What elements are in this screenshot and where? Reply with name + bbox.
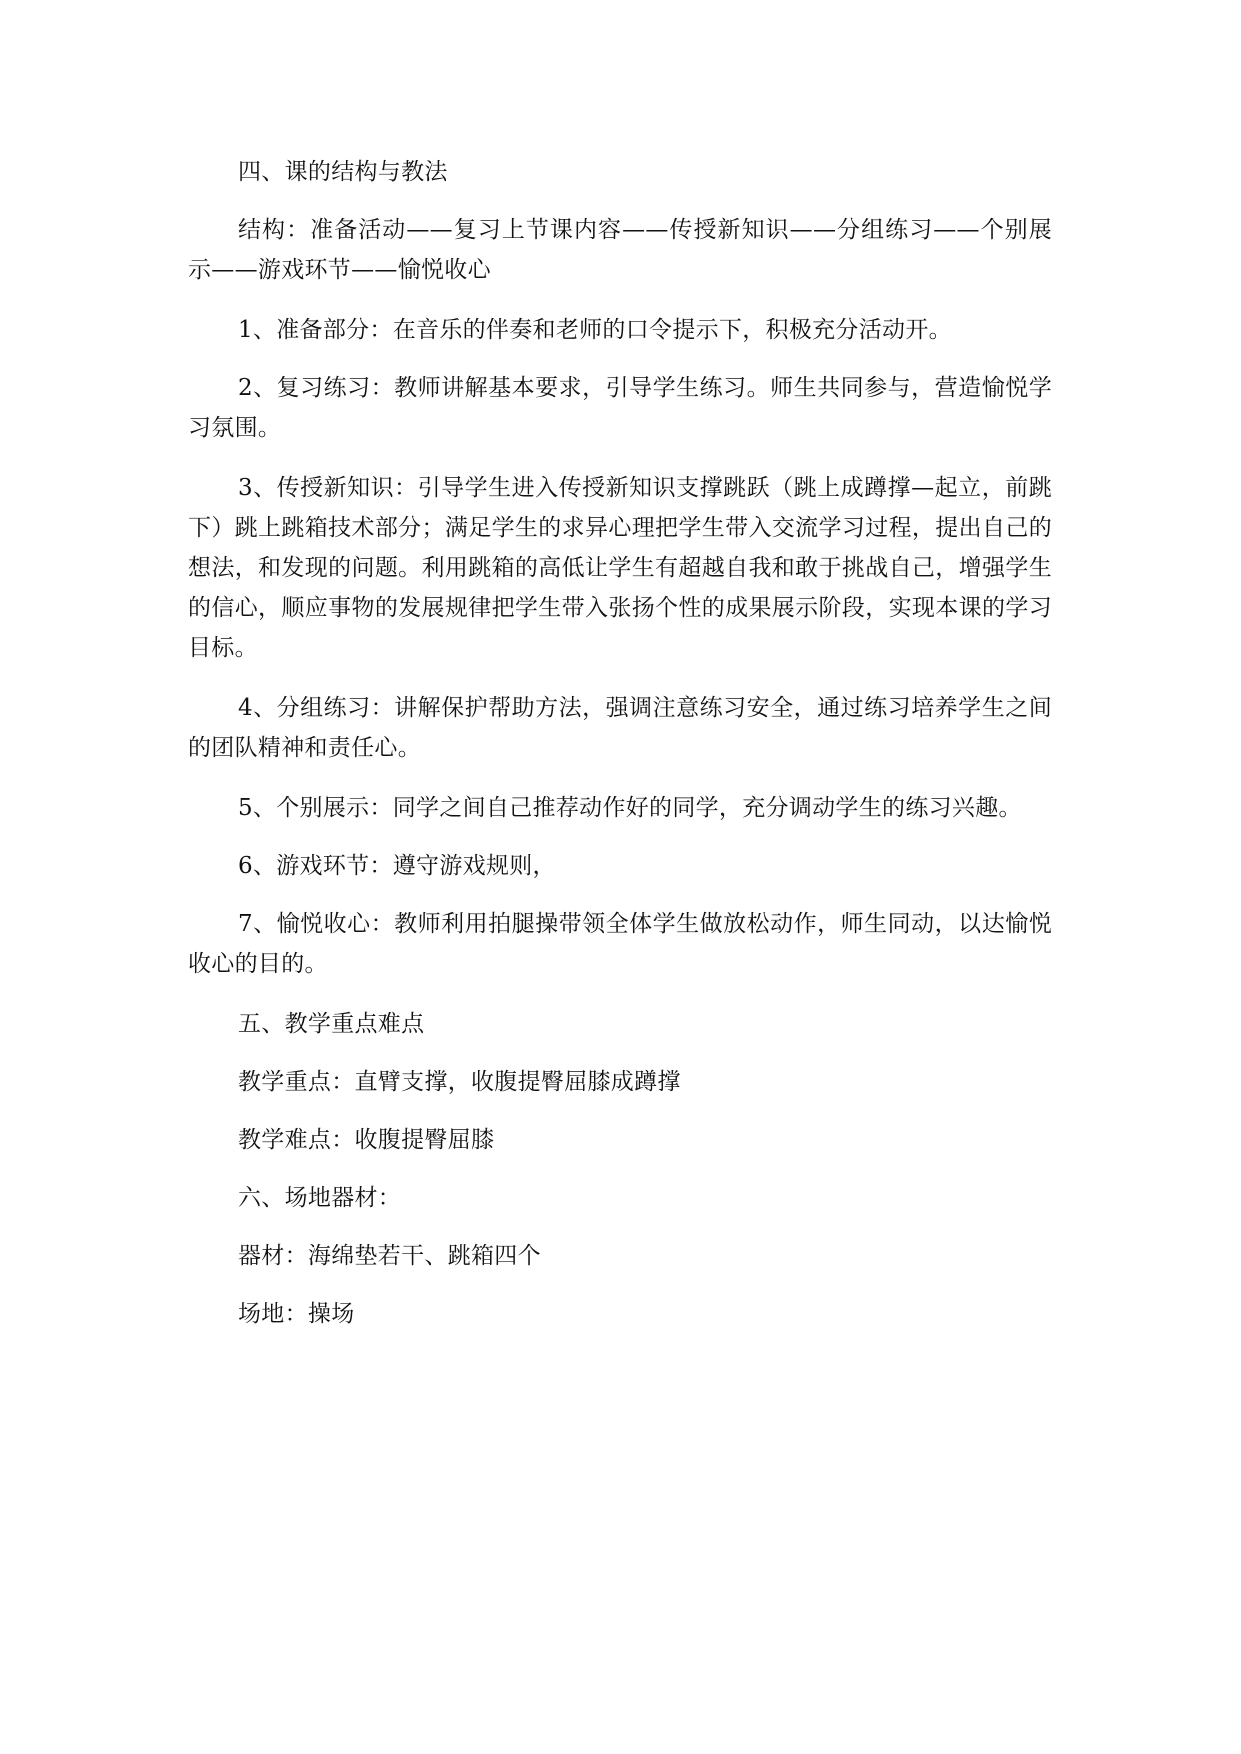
step-4-group-practice: 4、分组练习：讲解保护帮助方法，强调注意练习安全，通过练习培养学生之间的团队精神和责任心。 bbox=[188, 695, 1052, 761]
step-6-game: 6、游戏环节：遵守游戏规则， bbox=[238, 853, 556, 879]
key-point: 教学重点：直臂支撑，收腹提臀屈膝成蹲撑 bbox=[238, 1069, 681, 1095]
step-3-new-knowledge: 3、传授新知识：引导学生进入传授新知识支撑跳跃（跳上成蹲撑—起立，前跳下）跳上跳箱技术部分；满足学生的求异心理把学生带入交流学习过程，提出自己的想法，和发现的问题。利用跳箱的高低让学生有超越自我和敢于挑战自己，增强学生的信心，顺应事物的发展规律把学生带入张扬个性的成果展示阶段，实现本课的学习目标。 bbox=[188, 475, 1052, 661]
step-1-preparation: 1、准备部分：在音乐的伴奏和老师的口令提示下，积极充分活动开。 bbox=[238, 317, 952, 343]
equipment: 器材：海绵垫若干、跳箱四个 bbox=[238, 1243, 541, 1269]
venue: 场地：操场 bbox=[238, 1301, 355, 1327]
step-2-review: 2、复习练习：教师讲解基本要求，引导学生练习。师生共同参与，营造愉悦学习氛围。 bbox=[188, 375, 1052, 441]
difficult-point: 教学难点：收腹提臀屈膝 bbox=[238, 1127, 495, 1153]
step-7-cooldown: 7、愉悦收心：教师利用拍腿操带领全体学生做放松动作，师生同动，以达愉悦收心的目的。 bbox=[188, 911, 1052, 977]
step-5-individual-show: 5、个别展示：同学之间自己推荐动作好的同学，充分调动学生的练习兴趣。 bbox=[238, 795, 1022, 821]
document-body bbox=[188, 152, 1052, 1352]
section-heading-structure: 四、课的结构与教法 bbox=[238, 159, 448, 185]
structure-overview: 结构：准备活动——复习上节课内容——传授新知识——分组练习——个别展示——游戏环节——愉悦收心 bbox=[188, 217, 1052, 283]
section-heading-venue-equipment: 六、场地器材： bbox=[238, 1185, 402, 1211]
section-heading-key-points: 五、教学重点难点 bbox=[238, 1011, 425, 1037]
